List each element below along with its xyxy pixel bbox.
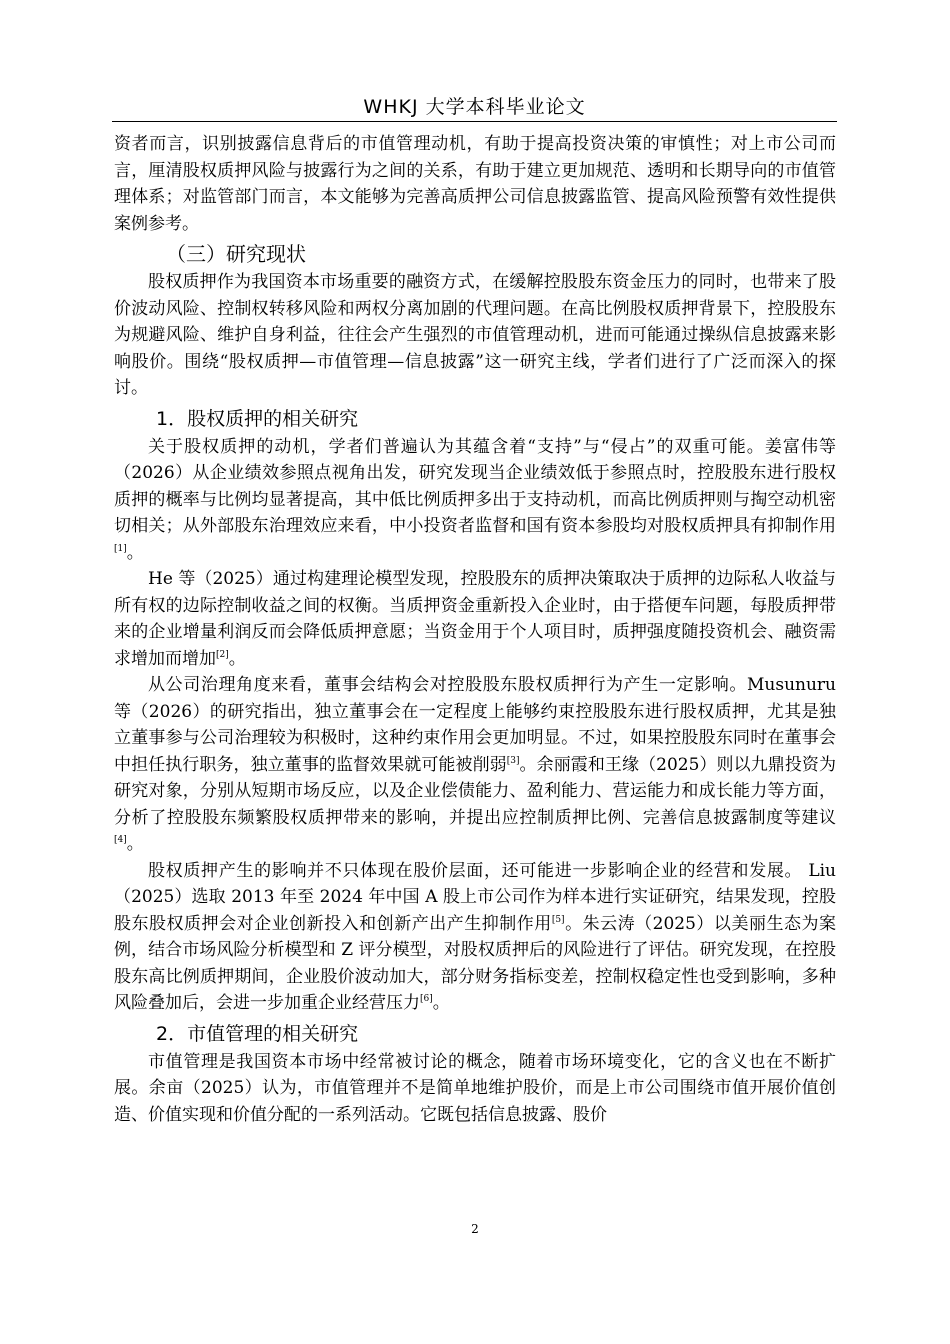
citation-ref: [4] (114, 835, 127, 845)
citation-ref: [3] (506, 755, 520, 766)
intro-paragraph: 资者而言，识别披露信息背后的市值管理动机，有助于提高投资决策的审慎性；对上市公司而言，厘清股权质押风险与披露行为之间的关系，有助于建立更加规范、透明和长期导向的市值管理体系；对监管部门而言，本文能够为完善高质押公司信息披露监管、提高风险预警有效性提供案例参考。 (114, 134, 836, 234)
subsection-heading-market-value-management: 2．市值管理的相关研究 (156, 1022, 359, 1045)
paragraph-pledge-governance: 从公司治理角度来看，董事会结构会对控股股东股权质押行为产生一定影响。Musunuru 等（2026）的研究指出，独立董事会在一定程度上能够约束控股股东进行股权质押，尤其是独立董事参与公司治理较为积极时，这种约束作用会更加明显。不过，如果控股股东同时在董事会中担任执行职务，独立董事的监督效果就可能被削弱[3]。余丽霞和王缘（2025）则以九鼎投资为研究对象，分别从短期市场反应，以及企业偿债能力、盈利能力、营运能力和成长能力等方面，分析了控股股东频繁股权质押带来的影响，并提出应控制质押比例、完善信息披露制度等建议[4]。 (114, 675, 837, 854)
paragraph-pledge-impact: 股权质押产生的影响并不只体现在股价层面，还可能进一步影响企业的经营和发展。 Liu（2025）选取 2013 年至 2024 年中国 A 股上市公司作为样本进行实证研究，结果发现，控股股东股权质押会对企业创新投入和创新产出产生抑制作用[5]。朱云涛（2025）以美丽生态为案例，结合市场风险分析模型和 Z 评分模型，对股权质押后的风险进行了评估。研究发现，在控股股东高比例质押期间，企业股价波动加大，部分财务指标变差，控制权稳定性也受到影响，多种风险叠加后，会进一步加重企业经营压力[6]。 (114, 860, 836, 1013)
paragraph-pledge-model: He 等（2025）通过构建理论模型发现，控股股东的质押决策取决于质押的边际私人收益与所有权的边际控制收益之间的权衡。当质押资金重新投入企业时，由于搭便车问题，每股质押带来的企业增量利润反而会降低质押意愿；当资金用于个人项目时，质押强度随投资机会、融资需求增加而增加[2]。 (114, 569, 836, 669)
page-header: WHKJ 大学本科毕业论文 (363, 96, 586, 118)
subsection-heading-equity-pledge: 1．股权质押的相关研究 (156, 407, 359, 430)
citation-ref: [5] (551, 914, 565, 925)
section-intro-paragraph: 股权质押作为我国资本市场重要的融资方式，在缓解控股股东资金压力的同时，也带来了股价波动风险、控制权转移风险和两权分离加剧的代理问题。在高比例股权质押背景下，控股股东为规避风险、维护自身利益，往往会产生强烈的市值管理动机，进而可能通过操纵信息披露来影响股价。围绕“股权质押—市值管理—信息披露”这一研究主线，学者们进行了广泛而深入的探讨。 (114, 272, 836, 398)
citation-ref: [6] (420, 994, 433, 1004)
page-number: 2 (471, 1222, 479, 1236)
citation-ref: [2] (216, 649, 229, 660)
header-divider (112, 121, 837, 122)
citation-ref: [1] (114, 543, 127, 554)
page-body (114, 131, 836, 1128)
paragraph-pledge-motives: 关于股权质押的动机，学者们普遍认为其蕴含着“支持”与“侵占”的双重可能。姜富伟等（2026）从企业绩效参照点视角出发，研究发现当企业绩效低于参照点时，控股股东进行股权质押的概率与比例均显著提高，其中低比例质押多出于支持动机，而高比例质押则与掏空动机密切相关；从外部股东治理效应来看，中小投资者监督和国有资本参股均对股权质押具有抑制作用[1]。 (114, 436, 836, 563)
paragraph-market-value-definition: 市值管理是我国资本市场中经常被讨论的概念，随着市场环境变化，它的含义也在不断扩展。余亩（2025）认为，市值管理并不是简单地维护股价，而是上市公司围绕市值开展价值创造、价值实现和价值分配的一系列活动。它既包括信息披露、股价 (114, 1051, 836, 1125)
section-heading-research-status: （三）研究现状 (166, 242, 306, 266)
